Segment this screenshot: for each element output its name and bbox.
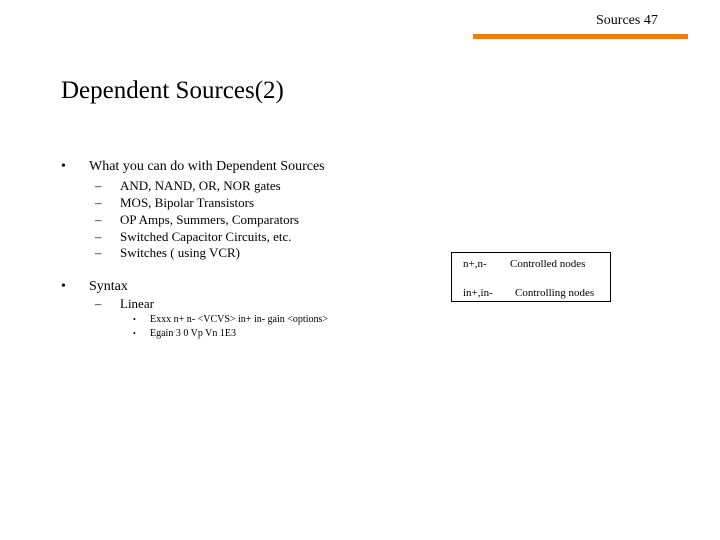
bullet-text: Syntax bbox=[89, 279, 128, 294]
dot-marker: • bbox=[133, 315, 136, 324]
syntax-text: Egain 3 0 Vp Vn 1E3 bbox=[150, 328, 237, 339]
header-accent-bar bbox=[473, 34, 688, 39]
dash-marker: – bbox=[95, 178, 102, 193]
legend-meaning-controlling: Controlling nodes bbox=[515, 287, 595, 299]
slide-header-label: Sources 47 bbox=[596, 13, 658, 28]
subitem-text: Switches ( using VCR) bbox=[120, 245, 241, 260]
legend-term-controlling: in+,in- bbox=[463, 287, 493, 299]
slide-title: Dependent Sources(2) bbox=[61, 77, 284, 104]
dot-marker: • bbox=[133, 329, 136, 338]
legend-meaning-controlled: Controlled nodes bbox=[510, 258, 586, 270]
bullet-text: What you can do with Dependent Sources bbox=[89, 159, 325, 174]
bullet-marker: • bbox=[61, 279, 66, 294]
subitem-text: MOS, Bipolar Transistors bbox=[120, 195, 254, 210]
dash-marker: – bbox=[95, 296, 102, 311]
dash-marker: – bbox=[95, 245, 102, 260]
dash-marker: – bbox=[95, 212, 102, 227]
dash-marker: – bbox=[95, 229, 102, 244]
syntax-text: Exxx n+ n- <VCVS> in+ in- gain <options> bbox=[150, 314, 329, 325]
subitem-text: OP Amps, Summers, Comparators bbox=[120, 212, 299, 227]
dash-marker: – bbox=[95, 195, 102, 210]
bullet-marker: • bbox=[61, 159, 66, 174]
subitem-text: Linear bbox=[120, 296, 154, 311]
legend-term-controlled: n+,n- bbox=[463, 258, 487, 270]
subitem-text: Switched Capacitor Circuits, etc. bbox=[120, 229, 292, 244]
subitem-text: AND, NAND, OR, NOR gates bbox=[120, 178, 281, 193]
